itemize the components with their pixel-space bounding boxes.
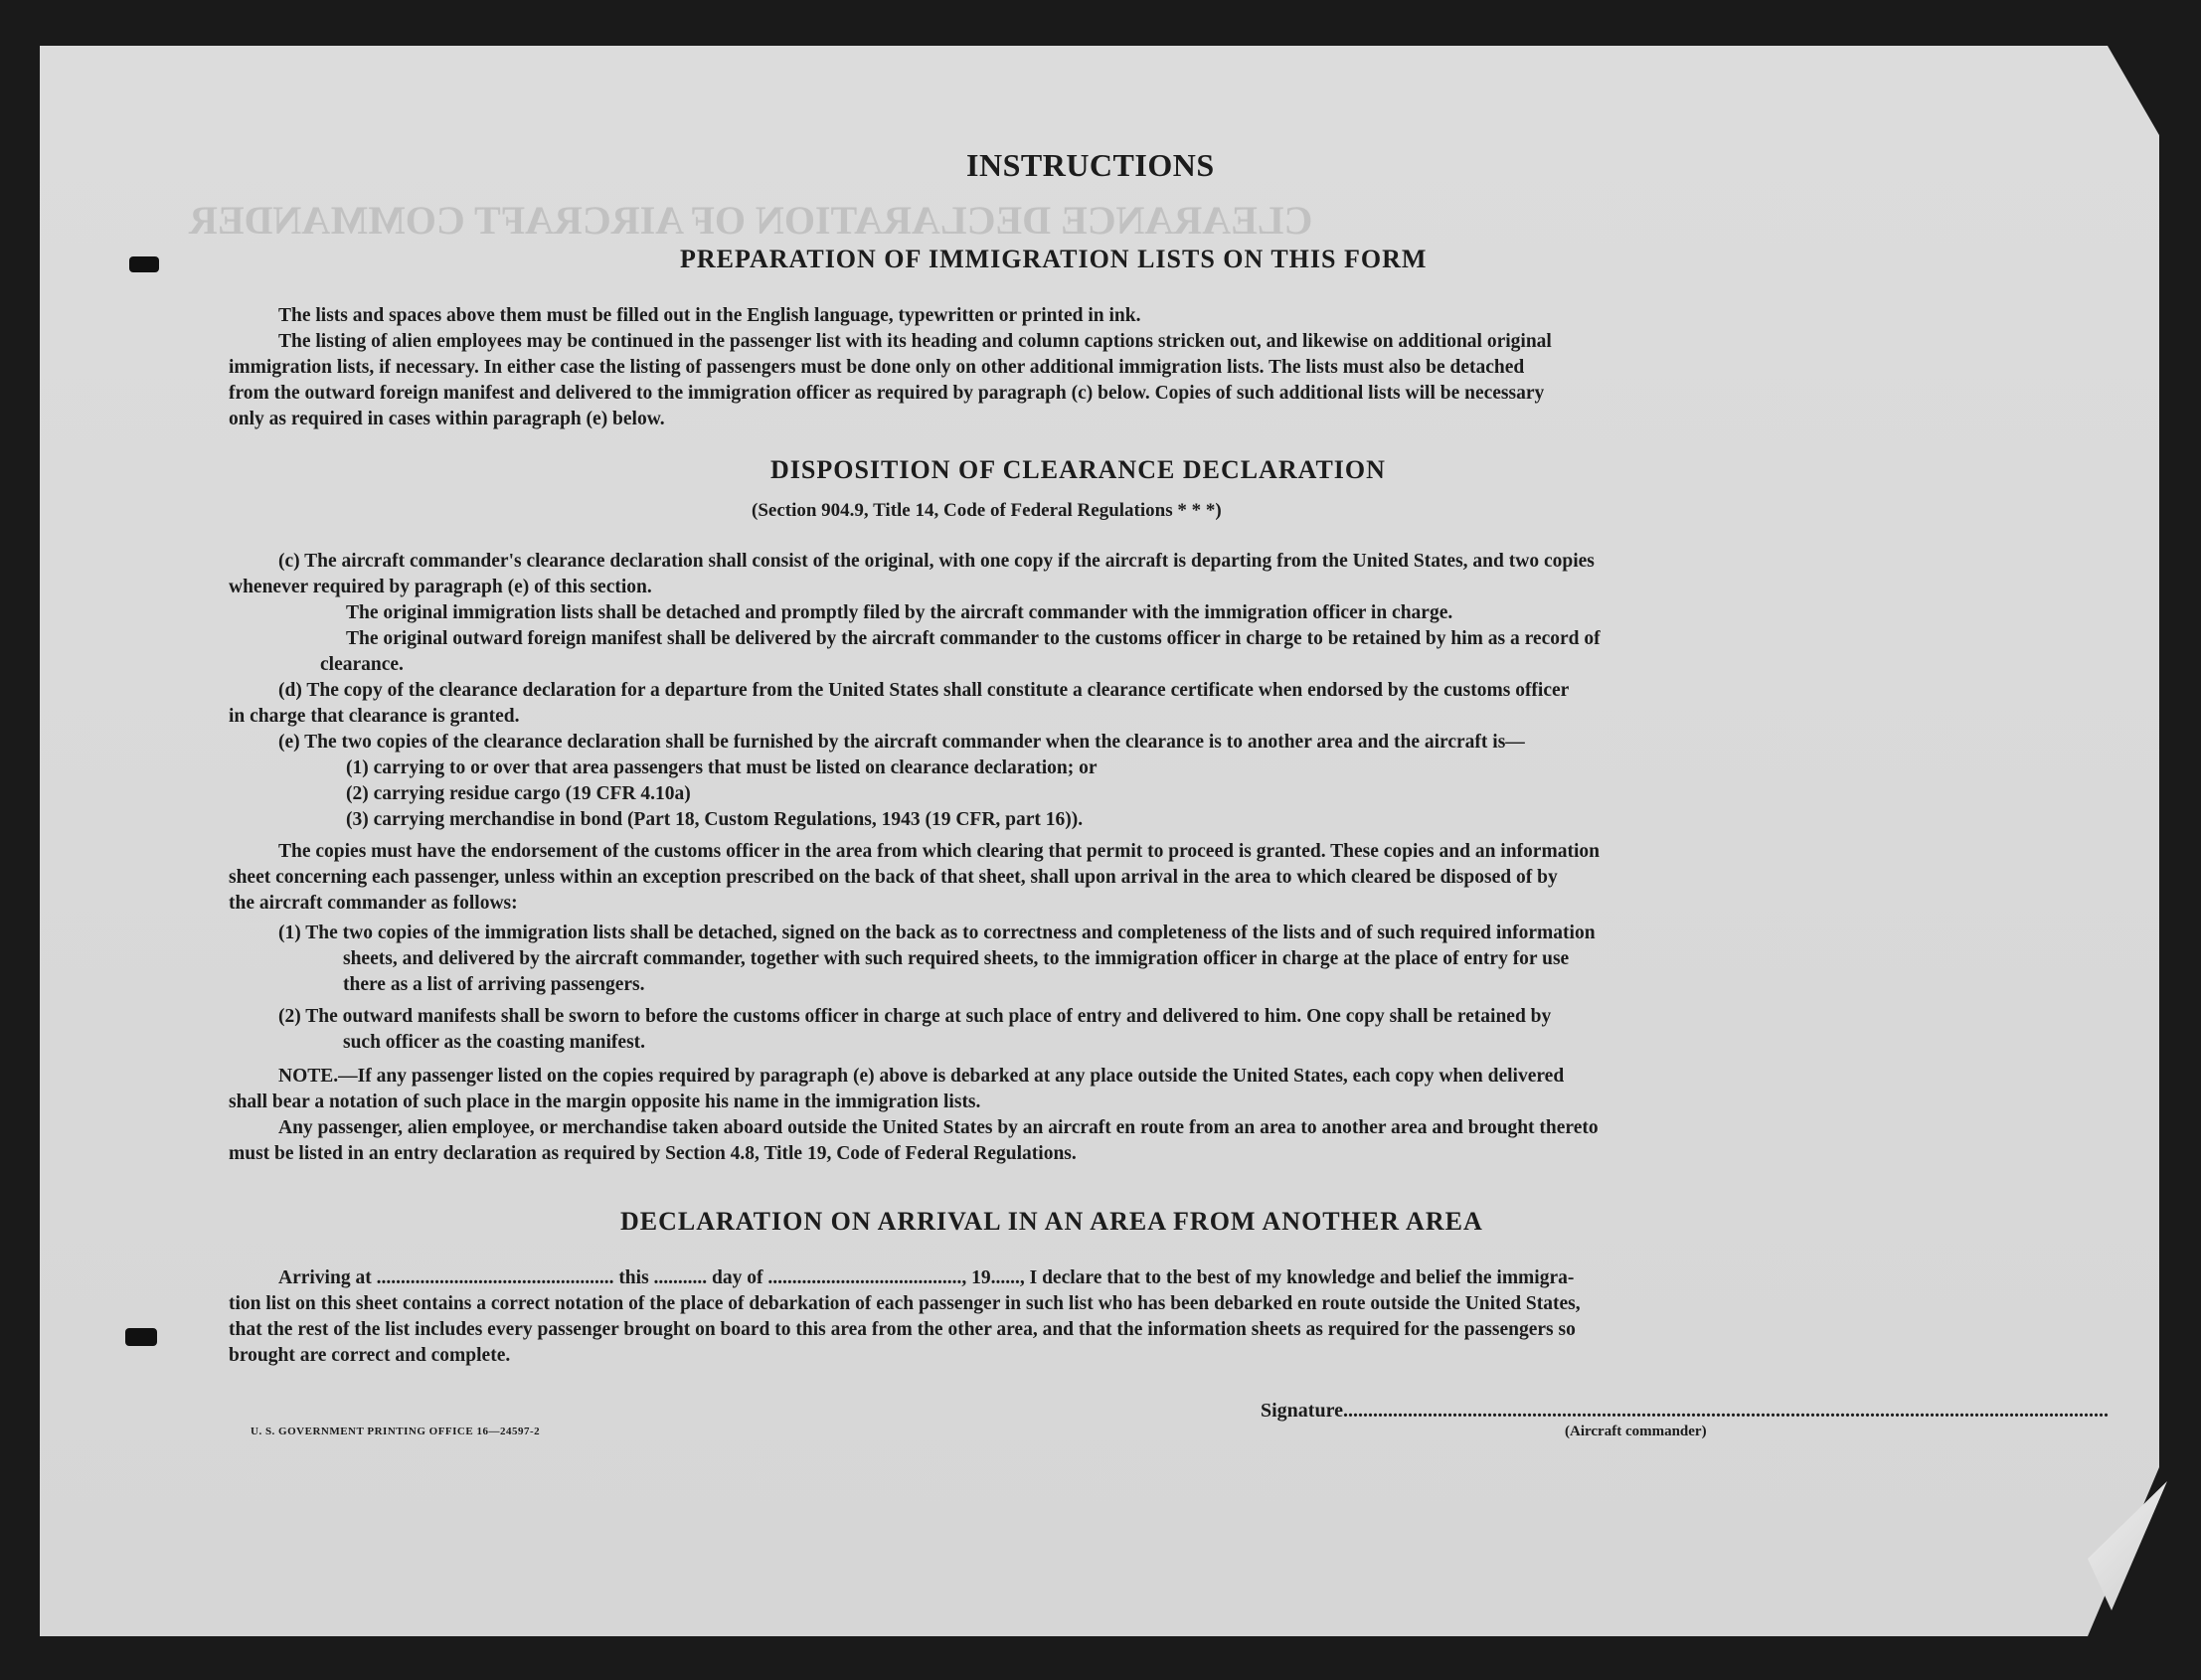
- section3-line: Arriving at ................................................. this ........... day of ........................................, 19......, I declare that to the best of my knowledge and belief the immigra-: [278, 1267, 1575, 1288]
- section2-subheading: (Section 904.9, Title 14, Code of Federal Regulations * * *): [752, 500, 1222, 521]
- section2-line: The original immigration lists shall be detached and promptly filed by the aircraft commander with the immigration officer in charge.: [346, 602, 1453, 623]
- section2-line: Any passenger, alien employee, or merchandise taken aboard outside the United States by an aircraft en route from an area to another area and brought thereto: [278, 1117, 1599, 1138]
- section2-line: in charge that clearance is granted.: [229, 706, 520, 727]
- section3-line: tion list on this sheet contains a correct notation of the place of debarkation of each passenger in such list who has been debarked en route outside the United States,: [229, 1293, 1581, 1314]
- section2-line: the aircraft commander as follows:: [229, 893, 518, 914]
- section3-line: that the rest of the list includes every passenger brought on board to this area from the other area, and that the information sheets as required for the passengers so: [229, 1319, 1576, 1340]
- section2-line: (1) The two copies of the immigration lists shall be detached, signed on the back as to correctness and completeness of the lists and of such required information: [278, 923, 1596, 943]
- section2-line: such officer as the coasting manifest.: [343, 1032, 646, 1053]
- punch-mark-bottom: [125, 1328, 157, 1346]
- section2-line: (e) The two copies of the clearance declaration shall be furnished by the aircraft commander when the clearance is to another area and the aircraft is—: [278, 732, 1525, 753]
- section2-line: (d) The copy of the clearance declaration for a departure from the United States shall constitute a clearance certificate when endorsed by the customs officer: [278, 680, 1570, 701]
- signature-caption: (Aircraft commander): [1565, 1424, 1707, 1439]
- section2-line: (2) The outward manifests shall be sworn to before the customs officer in charge at such place of entry and delivered to him. One copy shall be retained by: [278, 1006, 1552, 1027]
- section1-line: The lists and spaces above them must be filled out in the English language, typewritten or printed in ink.: [278, 305, 1141, 326]
- section3-line: brought are correct and complete.: [229, 1345, 511, 1366]
- section2-line: must be listed in an entry declaration as required by Section 4.8, Title 19, Code of Federal Regulations.: [229, 1143, 1077, 1164]
- bleed-through-heading: CLEARANCE DECLARATION OF AIRCRAFT COMMANDER: [189, 198, 1313, 243]
- printing-office-note: U. S. GOVERNMENT PRINTING OFFICE 16—24597-2: [251, 1426, 541, 1437]
- section2-line: The copies must have the endorsement of the customs officer in the area from which clearing that permit to proceed is granted. These copies and an information: [278, 841, 1600, 862]
- section2-line: whenever required by paragraph (e) of this section.: [229, 577, 652, 597]
- section2-line: there as a list of arriving passengers.: [343, 974, 645, 995]
- section2-line: shall bear a notation of such place in the margin opposite his name in the immigration lists.: [229, 1092, 981, 1112]
- page-title: INSTRUCTIONS: [966, 147, 1215, 183]
- punch-mark-top: [129, 256, 159, 272]
- section3-heading: DECLARATION ON ARRIVAL IN AN AREA FROM ANOTHER AREA: [620, 1207, 1483, 1236]
- section1-body: [229, 303, 1956, 432]
- section2-line: The original outward foreign manifest shall be delivered by the aircraft commander to the customs officer in charge to be retained by him as a record of: [346, 628, 1601, 649]
- section2-line: (3) carrying merchandise in bond (Part 18, Custom Regulations, 1943 (19 CFR, part 16)).: [346, 809, 1084, 830]
- section2-line: sheet concerning each passenger, unless within an exception prescribed on the back of that sheet, shall upon arrival in the area to which cleared be disposed of by: [229, 867, 1558, 888]
- section1-line: immigration lists, if necessary. In either case the listing of passengers must be done only on other additional immigration lists. The lists must also be detached: [229, 357, 1525, 378]
- signature-field[interactable]: Signature..........................................................................................................................................................: [1261, 1400, 2109, 1422]
- section2-line: sheets, and delivered by the aircraft commander, together with such required sheets, to the immigration officer in charge at the place of entry for use: [343, 948, 1570, 969]
- section2-heading: DISPOSITION OF CLEARANCE DECLARATION: [770, 455, 1386, 484]
- section2-line: clearance.: [320, 654, 404, 675]
- section3-body: [229, 1265, 1956, 1369]
- section2-line: (c) The aircraft commander's clearance declaration shall consist of the original, with one copy if the aircraft is departing from the United States, and two copies: [278, 551, 1595, 572]
- section2-body: [229, 549, 1956, 1167]
- section1-line: The listing of alien employees may be continued in the passenger list with its heading and column captions stricken out, and likewise on additional original: [278, 331, 1552, 352]
- section1-line: only as required in cases within paragraph (e) below.: [229, 409, 665, 429]
- section2-line: (1) carrying to or over that area passengers that must be listed on clearance declaration; or: [346, 757, 1098, 778]
- section1-line: from the outward foreign manifest and delivered to the immigration officer as required by paragraph (c) below. Copies of such additional lists will be necessary: [229, 383, 1545, 404]
- section2-line: NOTE.—If any passenger listed on the copies required by paragraph (e) above is debarked at any place outside the United States, each copy when delivered: [278, 1066, 1565, 1087]
- section1-heading: PREPARATION OF IMMIGRATION LISTS ON THIS FORM: [680, 245, 1428, 273]
- section2-line: (2) carrying residue cargo (19 CFR 4.10a): [346, 783, 691, 804]
